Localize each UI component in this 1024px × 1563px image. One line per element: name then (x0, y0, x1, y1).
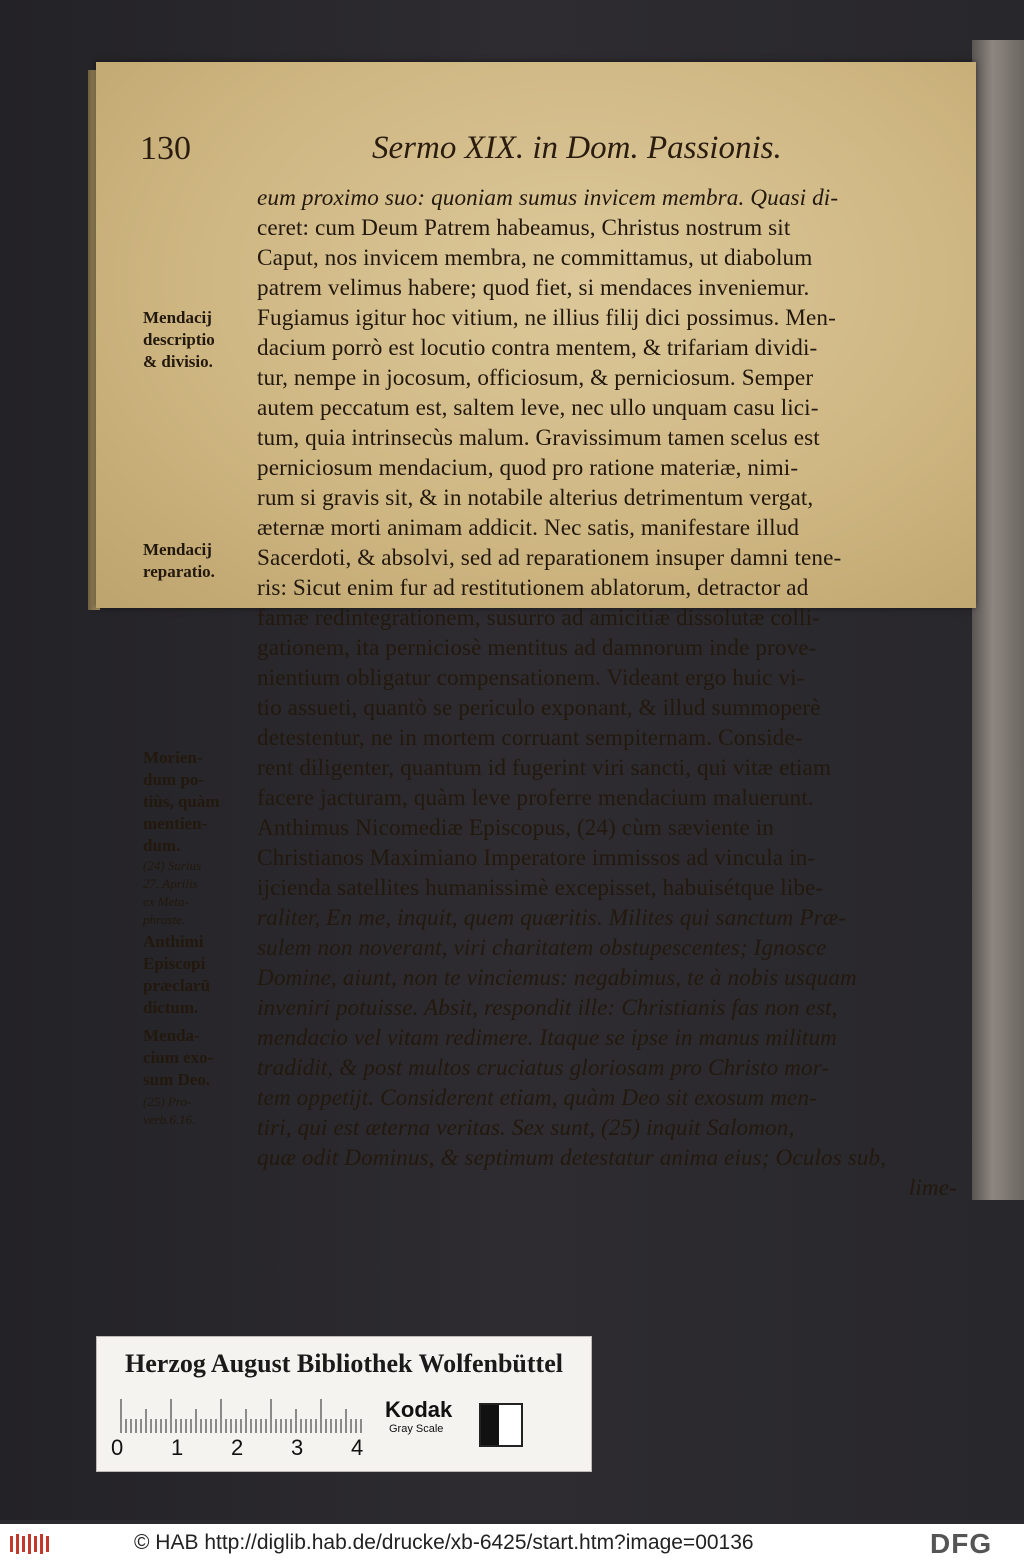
margin-note: Mendacij (143, 308, 212, 327)
kodak-brand: Kodak (385, 1397, 453, 1422)
text-line: tradidit, & post multos cruciatus gloriosam pro Christo mor- (257, 1055, 830, 1081)
margin-note: sum Deo. (143, 1070, 211, 1089)
page-number: 130 (140, 130, 191, 167)
text-line: Christianos Maximiano Imperatore immissos ad vincula in- (257, 845, 816, 871)
text-line: tiri, qui est æterna veritas. Sex sunt, (25) inquit Salomon, (257, 1115, 795, 1141)
adjacent-page-edge (972, 40, 1024, 1200)
margin-note: Morien- (143, 748, 203, 767)
margin-note: Anthimi (143, 932, 204, 951)
text-line: tem oppetijt. Considerent etiam, quàm Deo sit exosum men- (257, 1085, 817, 1111)
gray-scale-label: Gray Scale (389, 1423, 444, 1435)
text-line: nientium obligatur compensationem. Videant ergo huic vi- (257, 665, 805, 691)
text-line: æternæ morti animam addicit. Nec satis, manifestare illud (257, 515, 800, 541)
ruler-number: 1 (171, 1435, 184, 1460)
text-line: raliter, En me, inquit, quem quæritis. Milites qui sanctum Præ- (257, 905, 847, 931)
text-line: patrem velimus habere; quod fiet, si mendaces inveniemur. (257, 275, 810, 301)
dfg-logo: DFG (930, 1528, 993, 1559)
margin-note: mentien- (143, 814, 208, 833)
body-text (257, 183, 957, 1203)
ruler-number: 2 (231, 1435, 244, 1460)
text-line: ris: Sicut enim fur ad restitutionem ablatorum, detractor ad (257, 575, 809, 601)
gray-swatch (479, 1403, 523, 1447)
text-line: famæ redintegrationem, susurro ad amicitiæ dissolutæ colli- (257, 605, 820, 631)
margin-note: verb.6.16. (143, 1112, 196, 1127)
ruler-number: 0 (111, 1435, 124, 1460)
margin-note: cium exo- (143, 1048, 214, 1067)
margin-note: dum. (143, 836, 181, 855)
text-line: rent diligenter, quantum id fugerint viri sancti, qui vitæ etiam (257, 755, 832, 781)
margin-note: Episcopi (143, 954, 206, 973)
text-line: detestentur, ne in mortem corruant sempiternam. Conside- (257, 725, 803, 751)
margin-note: ex Meta- (143, 894, 189, 909)
library-name: Herzog August Bibliothek Wolfenbüttel (125, 1349, 563, 1378)
text-line: Domine, aiunt, non te vinciemus: negabimus, te à nobis usquam (257, 965, 857, 991)
source-url[interactable]: © HAB http://diglib.hab.de/drucke/xb-6425/start.htm?image=00136 (134, 1531, 754, 1554)
ruler-number: 4 (351, 1435, 364, 1460)
text-line: tio assueti, quantò se periculo exponant, & illud summoperè (257, 695, 821, 721)
text-line: gationem, ita perniciosè mentitus ad damnorum inde prove- (257, 635, 817, 661)
text-line: tum, quia intrinsecùs malum. Gravissimum tamen scelus est (257, 425, 820, 451)
margin-note: (24) Surius (143, 858, 202, 873)
text-line: quæ odit Dominus, & septimum detestatur anima eius; Oculos sub, (257, 1145, 887, 1171)
text-line: rum si gravis sit, & in notabile alterius detrimentum vergat, (257, 485, 814, 511)
page-header (140, 70, 840, 167)
text-line: mendacio vel vitam redimere. Itaque se ipse in manus militum (257, 1025, 837, 1051)
margin-note: dictum. (143, 998, 199, 1017)
margin-note: dum po- (143, 770, 204, 789)
margin-note: reparatio. (143, 562, 215, 581)
text-line: Fugiamus igitur hoc vitium, ne illius filij dici possimus. Men- (257, 305, 836, 331)
text-line: ceret: cum Deum Patrem habeamus, Christus nostrum sit (257, 215, 791, 241)
margin-note: 27. Aprilis (143, 876, 198, 891)
hab-logo-icon (8, 1532, 58, 1556)
margin-note: phraste. (143, 912, 186, 927)
running-title: Sermo XIX. in Dom. Passionis. (372, 130, 782, 166)
margin-note: præclarū (143, 976, 211, 995)
text-line: eum proximo suo: quoniam sumus invicem membra. Quasi di- (257, 185, 839, 211)
text-line: inveniri potuisse. Absit, respondit ille: Christianis fas non est, (257, 995, 838, 1021)
margin-note: Menda- (143, 1026, 200, 1045)
text-line: tur, nempe in jocosum, officiosum, & perniciosum. Semper (257, 365, 814, 391)
text-line: perniciosum mendacium, quod pro ratione materiæ, nimi- (257, 455, 799, 481)
ruler-scale (119, 1397, 369, 1433)
text-line: Caput, nos invicem membra, ne committamus, ut diabolum (257, 245, 813, 271)
ruler-number: 3 (291, 1435, 304, 1460)
text-line: sulem non noverant, viri charitatem obstupescentes; Ignosce (257, 935, 827, 961)
text-line: ijcienda satellites humanissimè excepisset, habuisétque libe- (257, 875, 824, 901)
color-card (96, 1336, 592, 1472)
margin-note: Mendacij (143, 540, 212, 559)
margin-note: tiùs, quàm (143, 792, 220, 811)
text-line: dacium porrò est locutio contra mentem, & trifariam dividi- (257, 335, 818, 361)
text-line: facere jacturam, quàm leve proferre mendacium maluerunt. (257, 785, 814, 811)
footer-bar (0, 1524, 1024, 1563)
margin-note: & divisio. (143, 352, 213, 371)
text-line: autem peccatum est, saltem leve, nec ullo unquam casu lici- (257, 395, 819, 421)
text-line: Sacerdoti, & absolvi, sed ad reparationem insuper damni tene- (257, 545, 842, 571)
margin-note: (25) Pro- (143, 1094, 192, 1109)
margin-note: descriptio (143, 330, 215, 349)
text-line: lime- (908, 1175, 957, 1201)
text-line: Anthimus Nicomediæ Episcopus, (24) cùm sæviente in (257, 815, 775, 841)
